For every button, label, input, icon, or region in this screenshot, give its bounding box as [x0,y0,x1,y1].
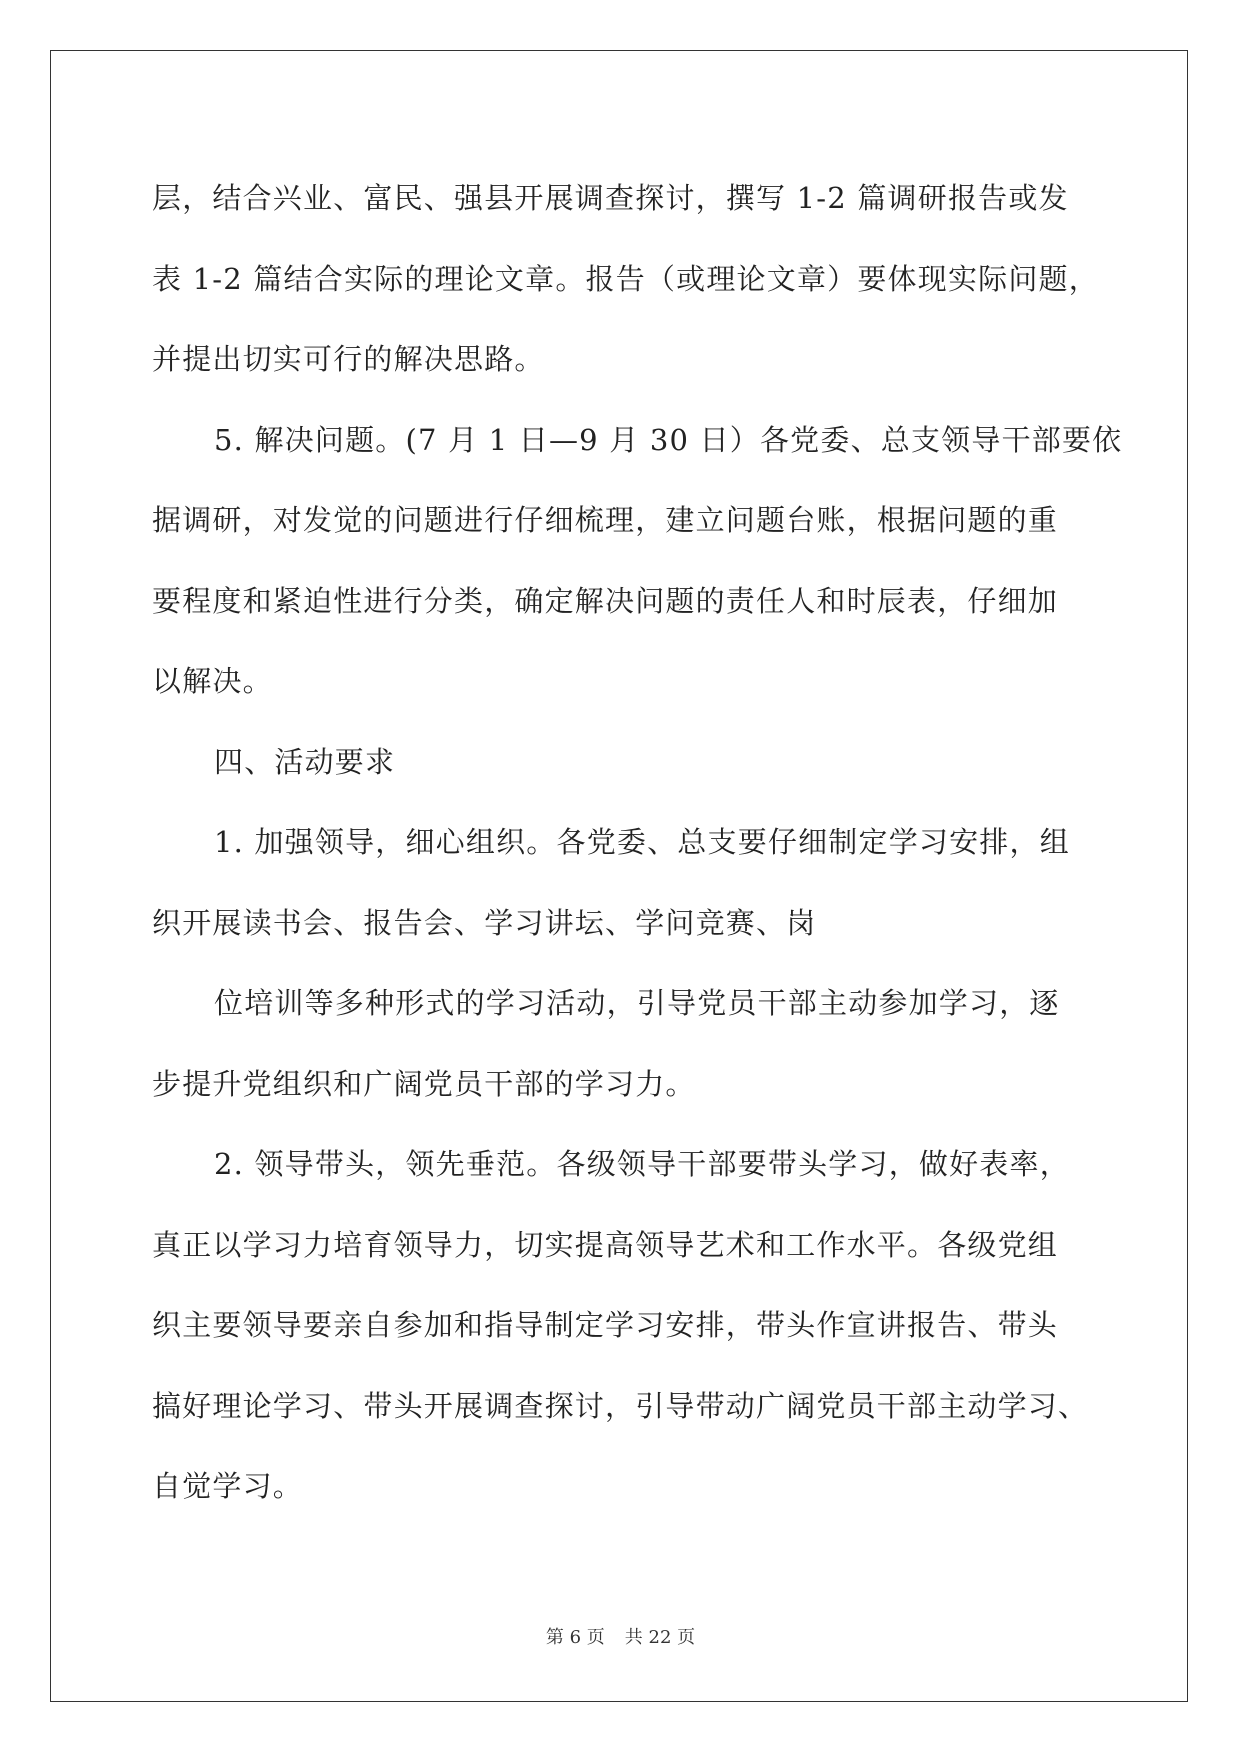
text-line: 5. 解决问题。(7 月 1 日—9 月 30 日）各党委、总支领导干部要依 [214,422,1123,457]
text-line: 步提升党组织和广阔党员干部的学习力。 [152,1066,696,1101]
text-line: 要程度和紧迫性进行分类，确定解决问题的责任人和时辰表，仔细加 [152,583,1059,618]
text-line: 织主要领导要亲自参加和指导制定学习安排，带头作宣讲报告、带头 [152,1308,1059,1342]
page-number: 第 6 页 [545,1627,605,1648]
text-line: 表 1-2 篇结合实际的理论文章。报告（或理论文章）要体现实际问题， [152,261,1099,296]
document-body [152,158,1123,1527]
text-line: 1. 加强领导，细心组织。各党委、总支要仔细制定学习安排，组 [214,825,1070,859]
text-line: 层，结合兴业、富民、强县开展调查探讨，撰写 1-2 篇调研报告或发 [152,181,1069,215]
text-line: 2. 领导带头，领先垂范。各级领导干部要带头学习，做好表率， [214,1147,1070,1181]
text-line: 搞好理论学习、带头开展调查探讨，引导带动广阔党员干部主动学习、 [152,1388,1089,1423]
text-line: 真正以学习力培育领导力，切实提高领导艺术和工作水平。各级党组 [152,1227,1059,1262]
text-line: 据调研，对发觉的问题进行仔细梳理，建立问题台账，根据问题的重 [152,503,1059,537]
page-footer [0,1623,1241,1649]
text-line: 织开展读书会、报告会、学习讲坛、学问竞赛、岗 [152,905,817,940]
text-line: 自觉学习。 [152,1469,304,1503]
text-line: 位培训等多种形式的学习活动，引导党员干部主动参加学习，逐 [214,986,1060,1020]
section-heading: 四、活动要求 [214,744,396,779]
text-line: 并提出切实可行的解决思路。 [152,342,545,376]
text-line: 以解决。 [152,664,273,698]
page-total: 共 22 页 [624,1627,696,1648]
